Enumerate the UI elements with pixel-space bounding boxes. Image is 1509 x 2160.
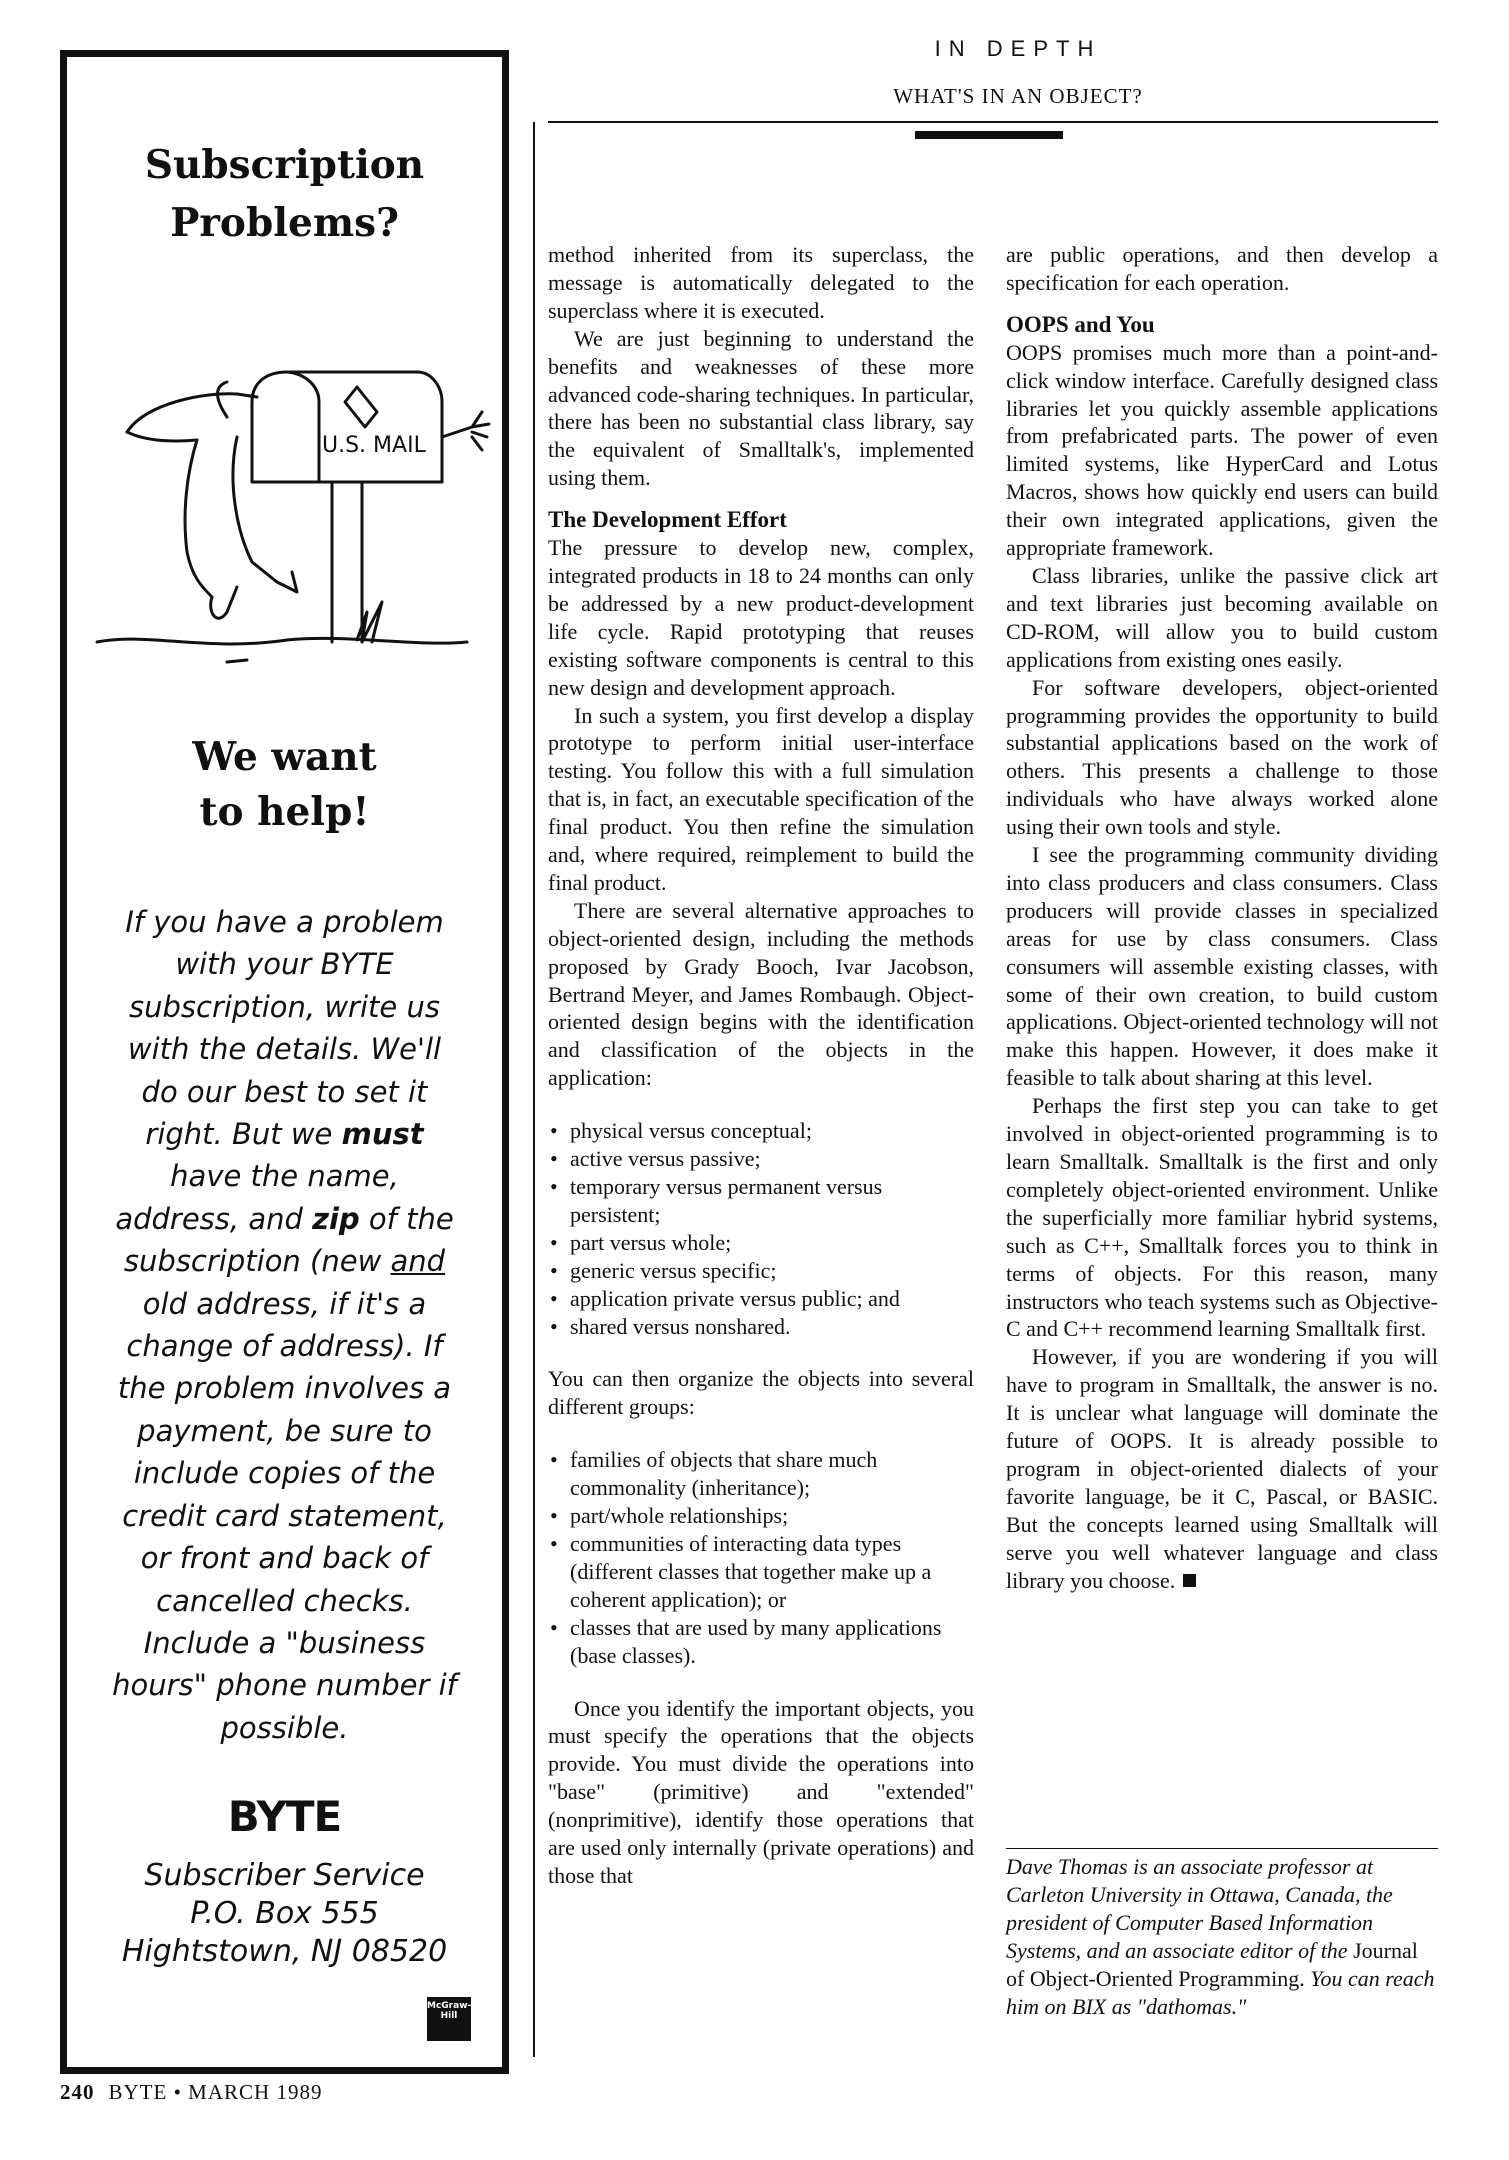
ad-body-line: payment, be sure to <box>137 1413 432 1448</box>
paragraph: I see the programming community dividing into class producers and class consumers. Class producers will provide classes in specialized areas for use by class consumers. Class consumers will assemble existing classes, with some of their own creation, to build custom applications. Object-oriented technology will not make this happen. However, it does make it feasible to talk about sharing at this level. <box>1006 842 1438 1091</box>
header-rule <box>548 121 1438 123</box>
ad-body-line: Include a "business <box>143 1625 426 1660</box>
ad-body-line: possible. <box>220 1710 349 1745</box>
ad-title-line1: Subscription <box>144 142 425 188</box>
list-item: • communities of interacting data types (different classes that together make up a coherent application); or <box>548 1530 974 1614</box>
paragraph <box>1006 1343 1438 1594</box>
paragraph: OOPS promises much more than a point-and-click window interface. Carefully designed class libraries let you quickly assemble applications from prefabricated parts. The power of even limited systems, like HyperCard and Lotus Macros, shows how quickly end users can build their own integrated applications, given the appropriate framework. <box>1006 339 1438 561</box>
ad-body-line: include copies of the <box>133 1456 436 1491</box>
ad-body-line: have the name, <box>170 1159 399 1194</box>
list-item: • physical versus conceptual; <box>548 1117 974 1145</box>
list-item: • shared versus nonshared. <box>548 1313 974 1341</box>
column-divider <box>533 122 535 2057</box>
ad-body-line: the problem involves a <box>117 1371 452 1406</box>
ad-body-line: with the details. We'll <box>127 1032 442 1067</box>
paragraph: Perhaps the first step you can take to get involved in object-oriented programming is to learn Smalltalk. Smalltalk is the first and only completely object-oriented environment. Unlike the superficially more familiar hybrid systems, such as C++, Smalltalk forces you to think in terms of objects. For this reason, many instructors who teach systems such as Objective-C and C++ recommend learning Smalltalk first. <box>1006 1093 1438 1342</box>
list-item: • temporary versus permanent versus persistent; <box>548 1173 974 1229</box>
paragraph: There are several alternative approaches to object-oriented design, including the methods proposed by Grady Booch, Ivar Jacobson, Bertrand Meyer, and James Rombaugh. Object-oriented design begins with the identification and classification of the objects in the application: <box>548 897 974 1091</box>
list-item: • generic versus specific; <box>548 1257 974 1285</box>
list-item: • families of objects that share much commonality (inheritance); <box>548 1446 974 1502</box>
article-column-2 <box>1006 241 1438 1595</box>
author-bio <box>1006 1853 1438 2020</box>
mailbox-illustration <box>87 342 492 692</box>
paragraph: You can then organize the objects into several different groups: <box>548 1366 974 1420</box>
list-item: • active versus passive; <box>548 1145 974 1173</box>
ad-body-line: or front and back of <box>140 1541 429 1576</box>
article-column-1 <box>548 241 974 1890</box>
paragraph: We are just beginning to understand the benefits and weaknesses of these more advanced code-sharing techniques. In particular, there has been no substantial class library, say the equivalent of Smalltalk's, implemented using them. <box>548 325 974 491</box>
paragraph: method inherited from its superclass, the message is automatically delegated to the superclass where it is executed. <box>548 242 974 323</box>
address-line2: P.O. Box 555 <box>190 1896 379 1931</box>
list-item: • classes that are used by many applications (base classes). <box>548 1614 974 1670</box>
bullet-list-2 <box>548 1446 974 1669</box>
paragraph: are public operations, and then develop a specification for each operation. <box>1006 242 1438 295</box>
ad-body-line: credit card statement, <box>122 1498 447 1533</box>
section-heading: OOPS and You <box>1006 311 1155 337</box>
bullet-list-1 <box>548 1117 974 1340</box>
ad-body-line: hours" phone number if <box>112 1668 457 1703</box>
ad-title-line2: Problems? <box>170 200 399 246</box>
ad-body-line: right. But we must <box>145 1117 424 1152</box>
ad-body-line: address, and zip of the <box>115 1201 454 1236</box>
subscription-ad <box>60 50 509 2074</box>
paragraph-text: However, if you are wondering if you will have to program in Smalltalk, the answer is no. It is unclear what language will dominate the future of OOPS. It is already possible to program in object-oriented dialects of your favorite language, be it C, Pascal, or BASIC. But the concepts learned using Smalltalk will serve you well whatever language and class library you choose. <box>1006 1344 1438 1593</box>
ad-help-line1: We want <box>192 734 377 780</box>
byte-logo: BYTE <box>227 1792 342 1841</box>
ad-body-text <box>67 901 502 1749</box>
publication-date: BYTE • MARCH 1989 <box>108 2080 323 2104</box>
ad-body-line: do our best to set it <box>141 1074 428 1109</box>
bio-text-2: You can reach him on BIX as "dathomas." <box>1006 1965 1435 2019</box>
ad-body-line: cancelled checks. <box>156 1583 413 1618</box>
article-title: WHAT'S IN AN OBJECT? <box>893 84 1143 108</box>
page-footer <box>60 2080 322 2105</box>
ad-body-line: old address, if it's a <box>142 1286 427 1321</box>
paragraph: For software developers, object-oriented programming provides the opportunity to build substantial applications based on the work of others. This presents a challenge to those individuals who have always worked alone using their own tools and style. <box>1006 674 1438 840</box>
end-mark <box>1183 1574 1196 1587</box>
page-number: 240 <box>60 2080 95 2104</box>
list-item: • part/whole relationships; <box>548 1502 974 1530</box>
list-item: • application private versus public; and <box>548 1285 974 1313</box>
section-heading: The Development Effort <box>548 507 787 533</box>
ad-help-line2: to help! <box>199 789 370 835</box>
mailbox-label: U.S. MAIL <box>322 433 426 458</box>
subscriber-address <box>67 1857 502 1971</box>
ad-body-line: change of address). If <box>126 1329 443 1364</box>
section-label: IN DEPTH <box>934 36 1102 61</box>
paragraph: The pressure to develop new, complex, integrated products in 18 to 24 months can only be addressed by a new product-development life cycle. Rapid prototyping that reuses existing software components is central to this new design and development approach. <box>548 535 974 700</box>
address-line1: Subscriber Service <box>144 1858 425 1893</box>
publisher-logo: McGraw-Hill <box>427 1997 471 2041</box>
bio-journal: Journal of Object-Oriented Programming. <box>1006 1937 1418 1991</box>
ad-body-line: subscription, write us <box>129 989 440 1024</box>
paragraph: Class libraries, unlike the passive click art and text libraries just becoming available on CD-ROM, will allow you to build custom applications from existing ones easily. <box>1006 562 1438 672</box>
header-bar <box>915 131 1063 139</box>
ad-body-line: subscription (new and <box>123 1244 446 1279</box>
bio-rule <box>1006 1848 1438 1849</box>
list-item: • part versus whole; <box>548 1229 974 1257</box>
ad-body-line: If you have a problem <box>125 905 444 939</box>
paragraph: In such a system, you first develop a display prototype to perform initial user-interface testing. You follow this with a full simulation that is, in fact, an executable specification of the final product. You then refine the simulation and, where required, reimplement to build the final product. <box>548 702 974 895</box>
address-line3: Hightstown, NJ 08520 <box>121 1934 448 1969</box>
ad-body-line: with your BYTE <box>175 947 394 982</box>
bio-text-1: Dave Thomas is an associate professor at Carleton University in Ottawa, Canada, the president of Computer Based Information Systems, and an associate editor of the <box>1006 1854 1393 1963</box>
paragraph: Once you identify the important objects, you must specify the operations that the objects provide. You must divide the operations into "base" (primitive) and "extended" (nonprimitive), identify those operations that are used only internally (private operations) and those that <box>548 1695 974 1888</box>
